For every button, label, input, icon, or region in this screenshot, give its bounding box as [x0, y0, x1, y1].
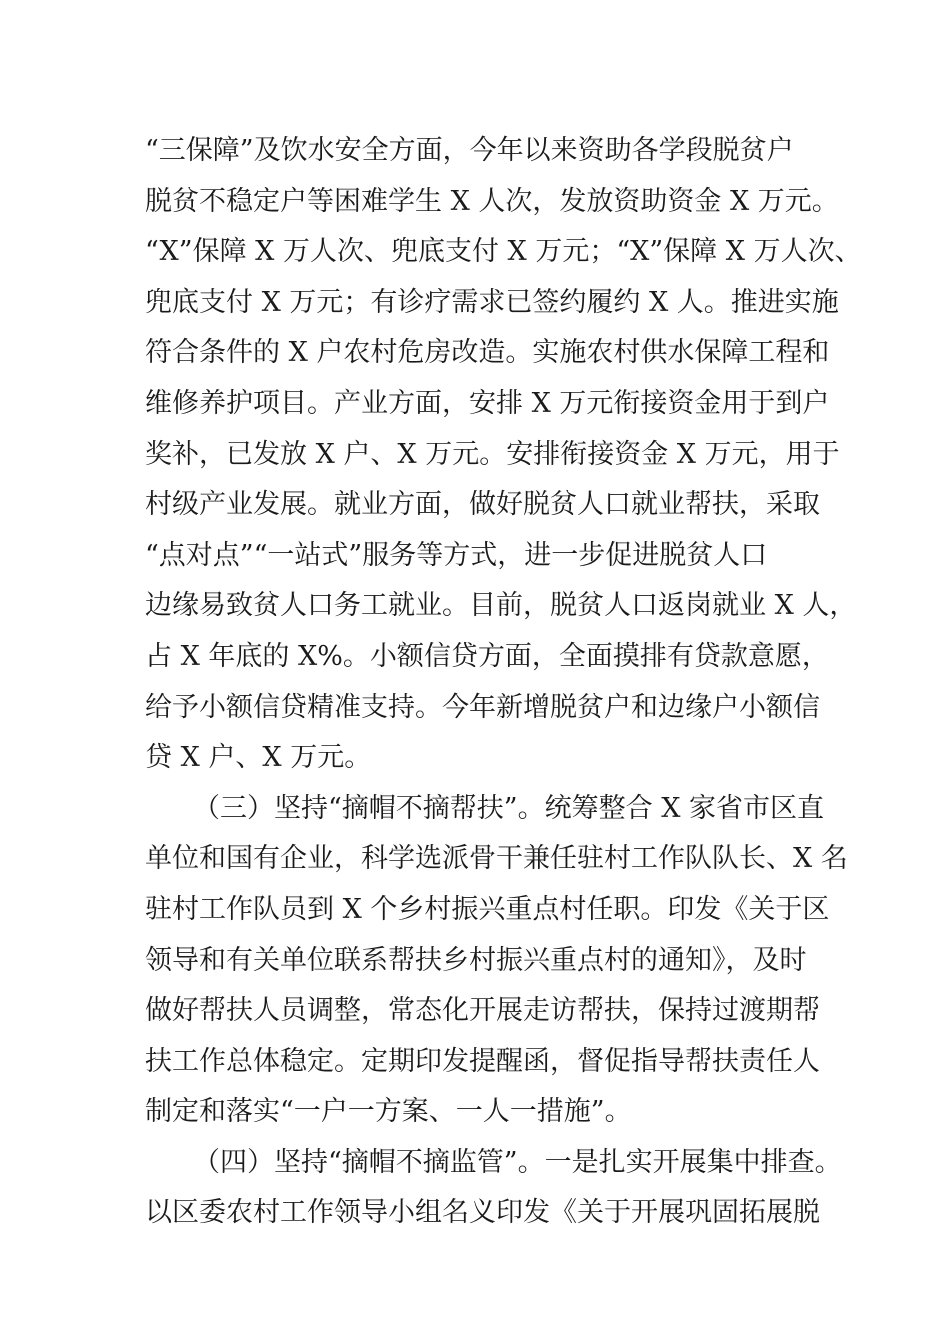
text-line: 贷 X 户、X 万元。 — [145, 742, 372, 774]
section-heading-line: （三）坚持“摘帽不摘帮扶”。统筹整合 X 家省市区直 — [193, 792, 824, 824]
text-line: 扶工作总体稳定。定期印发提醒函，督促指导帮扶责任人 — [145, 1045, 820, 1077]
text-line: 边缘易致贫人口务工就业。目前，脱贫人口返岗就业 X 人， — [145, 590, 857, 622]
body-text — [145, 126, 862, 1239]
text-line: 单位和国有企业，科学选派骨干兼任驻村工作队队长、X 名 — [145, 843, 848, 875]
text-line: 制定和落实“一户一方案、一人一措施”。 — [145, 1096, 632, 1128]
text-line: 驻村工作队员到 X 个乡村振兴重点村任职。印发《关于区 — [145, 893, 830, 925]
text-line: 做好帮扶人员调整，常态化开展走访帮扶，保持过渡期帮 — [145, 995, 820, 1027]
text-line: 脱贫不稳定户等困难学生 X 人次，发放资助资金 X 万元。 — [145, 185, 839, 217]
text-line: “三保障”及饮水安全方面，今年以来资助各学段脱贫户 — [145, 135, 794, 166]
text-line: 奖补，已发放 X 户、X 万元。安排衔接资金 X 万元，用于 — [145, 438, 840, 470]
text-line: 村级产业发展。就业方面，做好脱贫人口就业帮扶，采取 — [145, 489, 820, 521]
text-line: 给予小额信贷精准支持。今年新增脱贫户和边缘户小额信 — [145, 691, 820, 723]
text-line: 以区委农村工作领导小组名义印发《关于开展巩固拓展脱 — [145, 1197, 820, 1229]
text-line: “X”保障 X 万人次、兜底支付 X 万元；“X”保障 X 万人次、 — [145, 236, 862, 268]
section-heading-line: （四）坚持“摘帽不摘监管”。一是扎实开展集中排查。 — [193, 1146, 842, 1178]
text-line: 兜底支付 X 万元；有诊疗需求已签约履约 X 人。推进实施 — [145, 286, 839, 318]
text-line: 维修养护项目。产业方面，安排 X 万元衔接资金用于到户 — [145, 387, 830, 419]
text-line: 占 X 年底的 X%。小额信贷方面，全面摸排有贷款意愿， — [145, 640, 829, 672]
text-line: 领导和有关单位联系帮扶乡村振兴重点村的通知》，及时 — [145, 944, 807, 976]
text-line: “点对点”“一站式”服务等方式，进一步促进脱贫人口 — [145, 539, 768, 571]
text-line: 符合条件的 X 户农村危房改造。实施农村供水保障工程和 — [145, 337, 830, 369]
